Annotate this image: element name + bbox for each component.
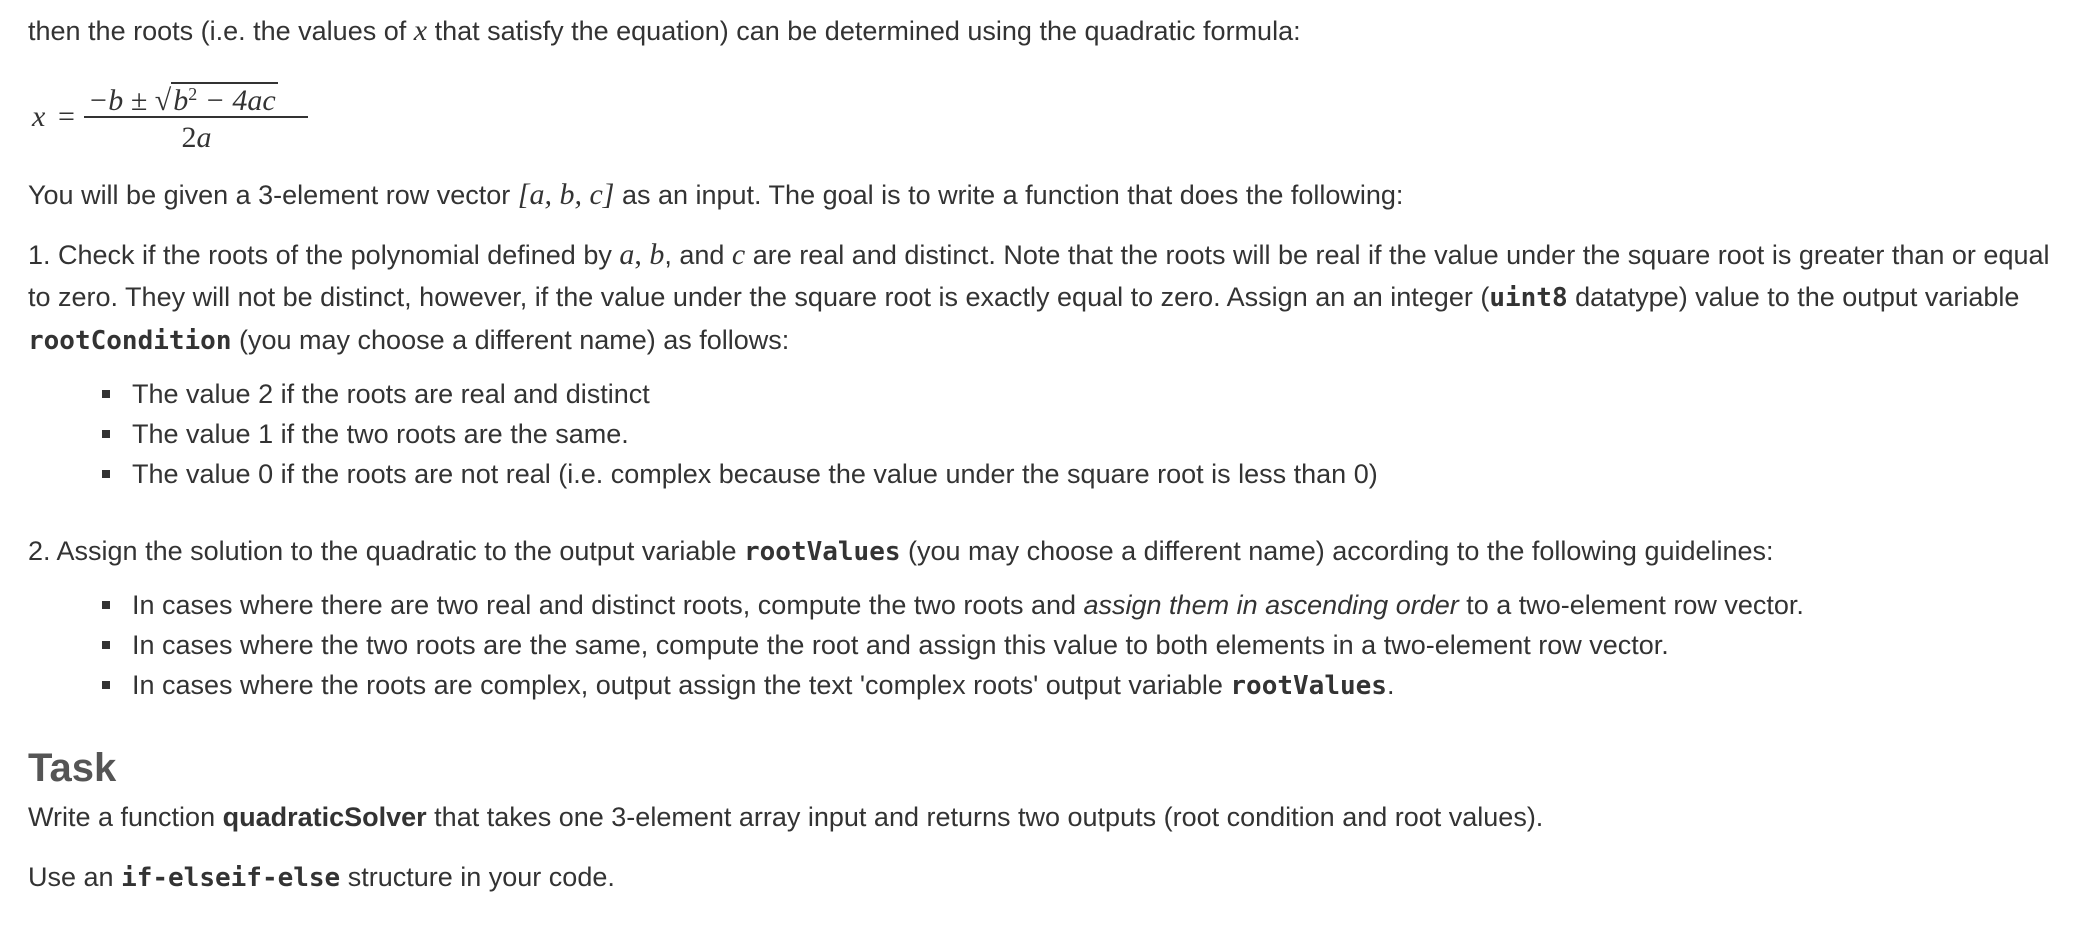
radicand-b: b — [173, 84, 189, 117]
list-item — [132, 625, 2078, 665]
root-condition-list — [28, 374, 2078, 494]
quadratic-formula — [28, 72, 2078, 160]
task-heading: Task — [28, 746, 117, 790]
math-var-a: a — [619, 238, 635, 271]
math-var-x: x — [413, 14, 428, 47]
formula-fraction — [84, 72, 309, 158]
square-bullet-icon — [102, 641, 110, 649]
emphasis-ascending-order: assign them in ascending order — [1083, 590, 1459, 620]
square-root — [155, 72, 278, 123]
task-text-2: that takes one 3-element array input and returns two outputs (root condition and root values). — [426, 802, 1544, 832]
list-item-text: The value 1 if the two roots are the same. — [132, 419, 629, 449]
numerator-prefix: −b ± — [88, 84, 155, 117]
math-comma: , — [634, 238, 650, 271]
radicand-rest: − 4ac — [197, 84, 276, 117]
given-text-1: You will be given a 3-element row vector — [28, 180, 518, 210]
step2-text-1: 2. Assign the solution to the quadratic to the output variable — [28, 536, 744, 566]
square-bullet-icon — [102, 470, 110, 478]
radicand-exponent: 2 — [188, 84, 198, 104]
list-item-text: to a two-element row vector. — [1458, 590, 1804, 620]
step1-text-1: 1. Check if the roots of the polynomial defined by — [28, 240, 620, 270]
list-item-text: The value 0 if the roots are not real (i.e. complex because the value under the square root is less than 0) — [132, 459, 1378, 489]
intro-text-2: that satisfy the equation) can be determined using the quadratic formula: — [427, 16, 1301, 46]
square-bullet-icon — [102, 390, 110, 398]
denominator-var: a — [196, 121, 212, 154]
math-vector-abc: [a, b, c] — [517, 178, 615, 211]
math-var-b: b — [649, 238, 665, 271]
task-text-4: structure in your code. — [340, 862, 615, 892]
given-text-2: as an input. The goal is to write a function that does the following: — [614, 180, 1404, 210]
step1-text-3: datatype) value to the output variable — [1567, 282, 2020, 312]
task-paragraph-1 — [28, 796, 2078, 838]
list-item — [132, 665, 2078, 706]
list-item-text: The value 2 if the roots are real and distinct — [132, 379, 650, 409]
formula-numerator — [84, 72, 309, 116]
code-rootValues: rootValues — [1230, 671, 1387, 701]
problem-description — [28, 10, 2078, 899]
radicand — [171, 82, 278, 117]
formula-denominator — [84, 118, 309, 158]
given-paragraph — [28, 174, 2078, 216]
list-item — [132, 454, 2078, 494]
step1-text-and: , and — [664, 240, 732, 270]
list-item — [132, 414, 2078, 454]
step2-text-2: (you may choose a different name) according to the following guidelines: — [900, 536, 1774, 566]
step2-paragraph — [28, 530, 2078, 573]
list-item — [132, 585, 2078, 625]
square-bullet-icon — [102, 430, 110, 438]
list-item-text: . — [1386, 670, 1395, 700]
sqrt-sign: √ — [154, 84, 172, 117]
code-uint8: uint8 — [1489, 283, 1568, 313]
step1-text-2: are real and distinct. Note that the roots will be real if the value under the square root is greater than or equal to zero. They will not be distinct, however, if the value under the square root is exactly equal to zero. Assign an an integer ( — [28, 240, 2050, 312]
formula-equals: = — [58, 100, 75, 133]
code-if-elseif-else: if-elseif-else — [121, 863, 341, 893]
formula-lhs: x — [32, 100, 46, 133]
task-paragraph-2 — [28, 856, 2078, 899]
code-rootValues: rootValues — [743, 537, 901, 567]
intro-text-1: then the roots (i.e. the values of — [28, 16, 414, 46]
task-text-1: Write a function — [28, 802, 223, 832]
code-rootCondition: rootCondition — [28, 326, 232, 356]
list-item-text: In cases where there are two real and distinct roots, compute the two roots and — [132, 590, 1084, 620]
step1-text-4: (you may choose a different name) as follows: — [231, 325, 790, 355]
intro-paragraph — [28, 10, 2078, 52]
list-item — [132, 374, 2078, 414]
denominator-number: 2 — [181, 121, 197, 154]
math-var-c: c — [731, 238, 746, 271]
square-bullet-icon — [102, 681, 110, 689]
root-values-list — [28, 585, 2078, 706]
list-item-text: In cases where the two roots are the same, compute the root and assign this value to both elements in a two-element row vector. — [132, 630, 1669, 660]
step1-paragraph — [28, 234, 2078, 362]
task-text-3: Use an — [28, 862, 122, 892]
function-name-strong: quadraticSolver — [222, 802, 427, 832]
list-item-text: In cases where the roots are complex, output assign the text 'complex roots' output variable — [132, 670, 1231, 700]
square-bullet-icon — [102, 601, 110, 609]
